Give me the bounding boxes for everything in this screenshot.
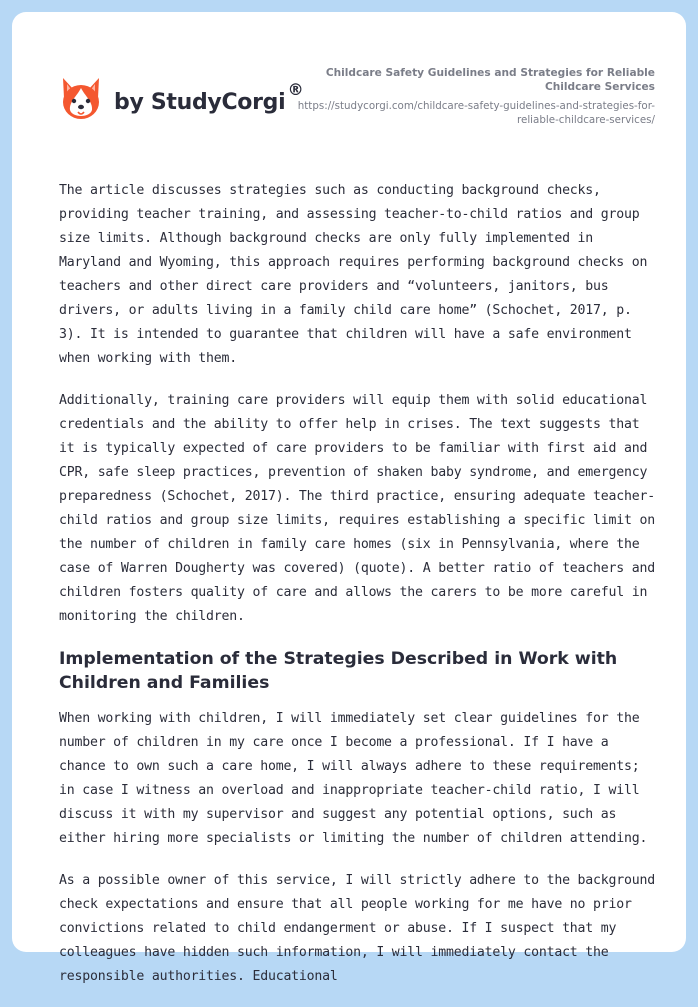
paragraph: The article discusses strategies such as conducting background checks, providing teacher training, and assessing teacher-to-child ratios and group size limits. Although background checks are only fully implemented in Maryland and Wyoming, this approach requires performing background checks on teachers and other direct care providers and “volunteers, janitors, bus drivers, or adults living in a family child care home” (Schochet, 2017, p. 3). It is intended to guarantee that children will have a safe environment when working with them. <box>59 183 648 366</box>
document-title: Childcare Safety Guidelines and Strategies for Reliable Childcare Services <box>325 67 655 93</box>
document-url[interactable]: https://studycorgi.com/childcare-safety-guidelines-and-strategies-for-reliable-childcare-services/ <box>297 100 655 126</box>
document-page <box>12 12 686 984</box>
brand-name: by StudyCorgi ® <box>114 79 304 115</box>
corgi-icon <box>60 76 102 122</box>
document-header <box>295 66 655 127</box>
paragraph: As a possible owner of this service, I will strictly adhere to the background check expectations and ensure that all people working for me have no prior convictions related to child endangerment or abuse. If I suspect that my colleagues have hidden such information, I will immediately contact the responsible authorities. Educational <box>59 873 655 984</box>
paragraph: When working with children, I will immediately set clear guidelines for the number of children in my care once I become a professional. If I have a chance to own such a care home, I will always adhere to these requirements; in case I witness an overload and inappropriate teacher-child ratio, I will discuss it with my supervisor and suggest any potential options, such as either hiring more specialists or limiting the number of children attending. <box>59 711 648 846</box>
section-heading: Implementation of the Strategies Described in Work with Children and Families <box>59 649 618 693</box>
paragraph: Additionally, training care providers will equip them with solid educational credentials and the ability to offer help in crises. The text suggests that it is typically expected of care providers to be familiar with first aid and CPR, safe sleep practices, prevention of shaken baby syndrome, and emergency preparedness (Schochet, 2017). The third practice, ensuring adequate teacher-child ratios and group size limits, requires establishing a specific limit on the number of children in family care homes (six in Pennsylvania, where the case of Warren Dougherty was covered) (quote). A better ratio of teachers and children fosters quality of care and allows the carers to be more careful in monitoring the children. <box>59 393 655 624</box>
registered-mark: ® <box>287 79 304 99</box>
article-body <box>59 179 659 1007</box>
studycorgi-logo[interactable] <box>60 76 304 122</box>
